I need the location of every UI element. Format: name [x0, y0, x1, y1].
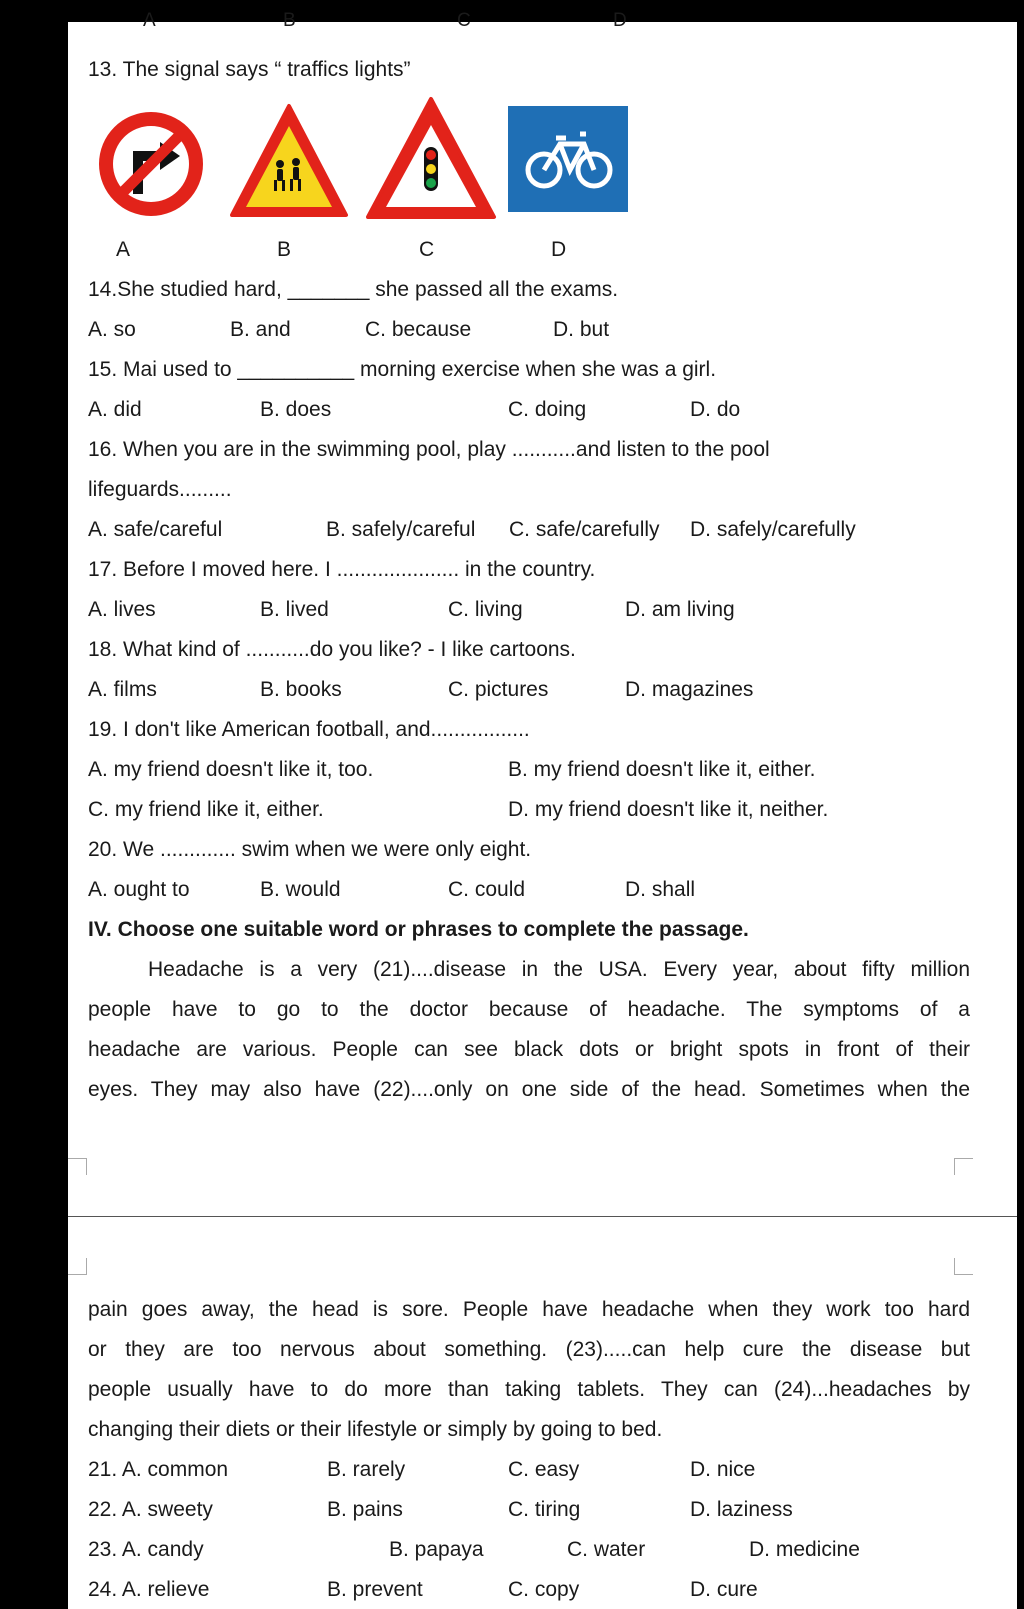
q17-question: 17. Before I moved here. I ..................... in the country. [88, 558, 596, 581]
q20-option-c: C. could [448, 878, 526, 901]
passage-line-2: people have to go to the doctor because of headache. The symptoms of a [88, 998, 970, 1021]
bicycle-route-sign-icon [508, 106, 628, 212]
q20-option-b: B. would [260, 878, 341, 901]
q23-option-c: C. water [567, 1538, 646, 1561]
q22-option-c: C. tiring [508, 1498, 581, 1521]
q22-option-a: 22. A. sweety [88, 1498, 213, 1521]
q16-option-d: D. safely/carefully [690, 518, 856, 541]
q19-question: 19. I don't like American football, and................. [88, 718, 530, 741]
page-corner-mark [68, 1258, 87, 1275]
page-break-line [68, 1216, 1017, 1217]
q18-option-b: B. books [260, 678, 342, 701]
q19-option-a: A. my friend doesn't like it, too. [88, 758, 374, 781]
q15-option-b: B. does [260, 398, 332, 421]
q23-option-a: 23. A. candy [88, 1538, 204, 1561]
passage-line-6: or they are too nervous about something. (23).....can help cure the disease but [88, 1338, 970, 1361]
q16-question-line2: lifeguards......... [88, 478, 232, 501]
q24-option-c: C. copy [508, 1578, 580, 1601]
q21-option-d: D. nice [690, 1458, 756, 1481]
top-cut-letter-d: D [613, 10, 627, 31]
q21-option-c: C. easy [508, 1458, 580, 1481]
q18-option-d: D. magazines [625, 678, 754, 701]
q13-label-d: D [551, 238, 567, 261]
q14-option-a: A. so [88, 318, 136, 341]
page-corner-mark [954, 1158, 973, 1175]
q23-option-b: B. papaya [389, 1538, 484, 1561]
q17-option-a: A. lives [88, 598, 156, 621]
q20-option-d: D. shall [625, 878, 696, 901]
q14-option-c: C. because [365, 318, 472, 341]
passage-line-1: Headache is a very (21)....disease in the USA. Every year, about fifty million [148, 958, 970, 981]
q22-option-d: D. laziness [690, 1498, 793, 1521]
q14-option-b: B. and [230, 318, 291, 341]
q20-question: 20. We ............. swim when we were only eight. [88, 838, 532, 861]
no-right-turn-sign-icon [88, 106, 214, 222]
passage-line-5: pain goes away, the head is sore. People have headache when they work too hard [88, 1298, 970, 1321]
q24-option-b: B. prevent [327, 1578, 423, 1601]
q17-option-c: C. living [448, 598, 523, 621]
q15-question: 15. Mai used to __________ morning exercise when she was a girl. [88, 358, 717, 381]
q17-option-b: B. lived [260, 598, 329, 621]
q13-label-b: B [277, 238, 292, 261]
passage-line-7: people usually have to do more than taking tablets. They can (24)...headaches by [88, 1378, 970, 1401]
worksheet-page [68, 10, 1017, 1609]
q18-option-c: C. pictures [448, 678, 549, 701]
q18-question: 18. What kind of ...........do you like? - I like cartoons. [88, 638, 576, 661]
q14-option-d: D. but [553, 318, 610, 341]
q15-option-c: C. doing [508, 398, 587, 421]
q16-option-a: A. safe/careful [88, 518, 223, 541]
q15-option-d: D. do [690, 398, 741, 421]
q19-option-b: B. my friend doesn't like it, either. [508, 758, 816, 781]
traffic-lights-sign-icon [364, 95, 498, 221]
q17-option-d: D. am living [625, 598, 735, 621]
children-crossing-sign-icon [228, 102, 350, 219]
top-cut-letter-a: A [143, 10, 156, 31]
q15-option-a: A. did [88, 398, 142, 421]
q24-option-d: D. cure [690, 1578, 758, 1601]
q21-option-a: 21. A. common [88, 1458, 229, 1481]
q21-option-b: B. rarely [327, 1458, 406, 1481]
passage-line-3: headache are various. People can see black dots or bright spots in front of their [88, 1038, 970, 1061]
page-corner-mark [68, 1158, 87, 1175]
section-heading: IV. Choose one suitable word or phrases to complete the passage. [88, 918, 749, 941]
q13-question: 13. The signal says “ traffics lights” [88, 58, 411, 81]
q16-option-b: B. safely/careful [326, 518, 476, 541]
q22-option-b: B. pains [327, 1498, 403, 1521]
q13-label-a: A [116, 238, 131, 261]
q19-option-d: D. my friend doesn't like it, neither. [508, 798, 829, 821]
top-cut-letter-b: B [283, 10, 296, 31]
q14-question: 14.She studied hard, _______ she passed all the exams. [88, 278, 619, 301]
passage-line-4: eyes. They may also have (22)....only on one side of the head. Sometimes when the [88, 1078, 970, 1101]
page-corner-mark [954, 1258, 973, 1275]
passage-line-8: changing their diets or their lifestyle or simply by going to bed. [88, 1418, 663, 1441]
q19-option-c: C. my friend like it, either. [88, 798, 324, 821]
q16-option-c: C. safe/carefully [509, 518, 660, 541]
q23-option-d: D. medicine [749, 1538, 860, 1561]
q20-option-a: A. ought to [88, 878, 190, 901]
q13-label-c: C [419, 238, 435, 261]
q16-question-line1: 16. When you are in the swimming pool, play ...........and listen to the pool [88, 438, 770, 461]
q24-option-a: 24. A. relieve [88, 1578, 210, 1601]
q18-option-a: A. films [88, 678, 157, 701]
top-cut-letter-c: C [457, 10, 471, 31]
